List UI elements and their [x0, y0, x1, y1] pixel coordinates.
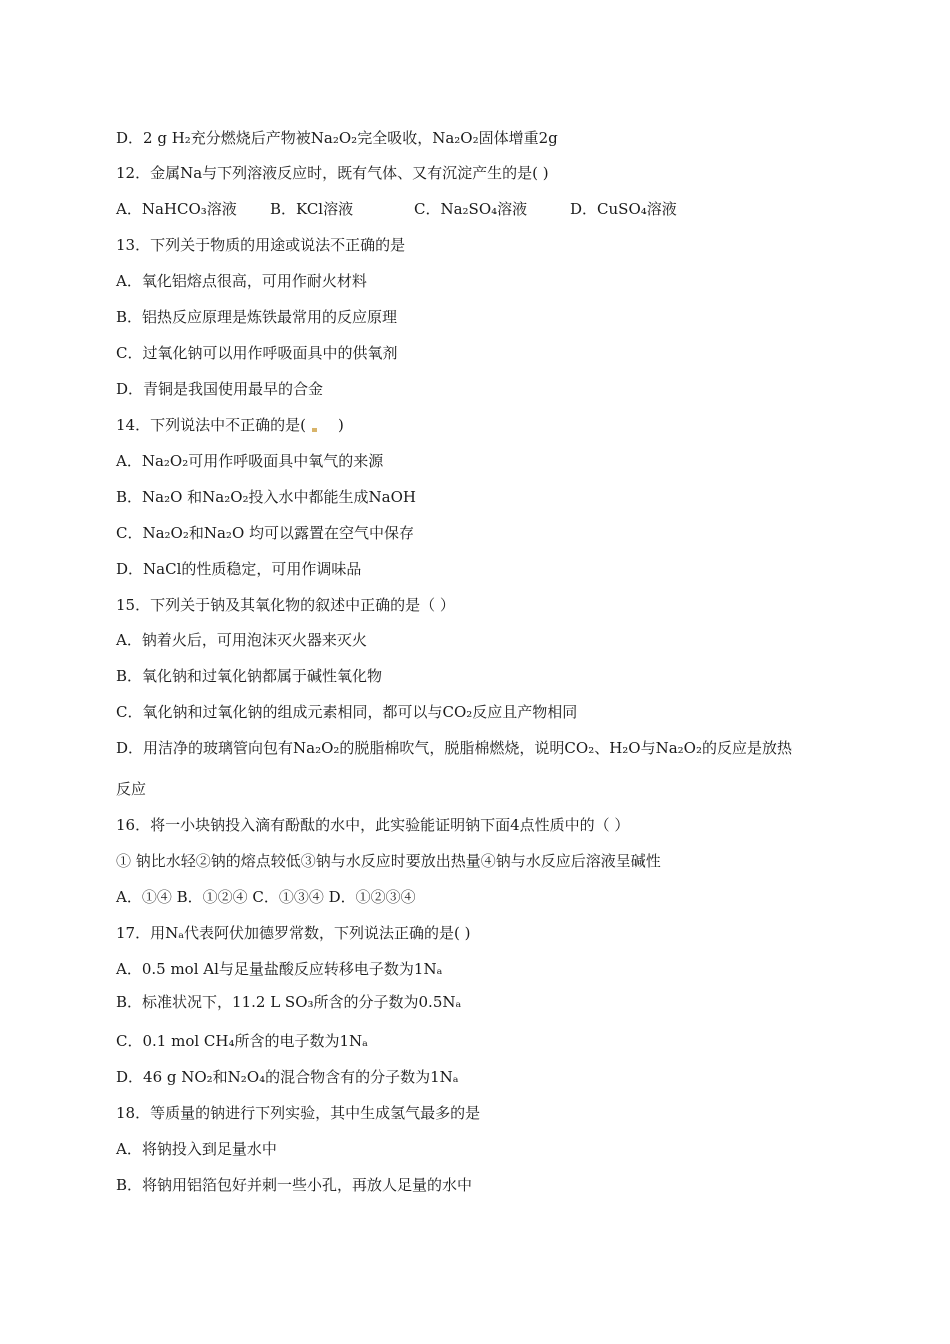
q14-option-c: C．Na₂O₂和Na₂O 均可以露置在空气中保存 — [116, 524, 415, 542]
stray-mark — [312, 428, 317, 432]
q17-stem: 17．用Nₐ代表阿伏加德罗常数，下列说法正确的是( ) — [116, 924, 471, 942]
q16-options: A．①④ B．①②④ C．①③④ D．①②③④ — [116, 888, 416, 906]
q17-option-d: D．46 g NO₂和N₂O₄的混合物含有的分子数为1Nₐ — [116, 1068, 459, 1086]
q12-options — [116, 199, 846, 219]
q17-option-b: B．标准状况下，11.2 L SO₃所含的分子数为0.5Nₐ — [116, 993, 462, 1011]
q12-option-c: C．Na₂SO₄溶液 — [414, 200, 528, 218]
q13-option-c: C．过氧化钠可以用作呼吸面具中的供氧剂 — [116, 344, 398, 362]
q15-option-a: A．钠着火后，可用泡沫灭火器来灭火 — [116, 631, 367, 649]
q11-option-d: D．2 g H₂充分燃烧后产物被Na₂O₂完全吸收，Na₂O₂固体增重2g — [116, 129, 558, 147]
q14-option-d: D．NaCl的性质稳定，可用作调味品 — [116, 560, 362, 578]
q14-stem-line — [116, 415, 846, 435]
q12-option-a: A．NaHCO₃溶液 — [116, 200, 237, 218]
q14-stem: 14．下列说法中不正确的是( — [116, 416, 306, 434]
q13-option-b: B．铝热反应原理是炼铁最常用的反应原理 — [116, 308, 398, 326]
q15-option-d-continued: 反应 — [116, 780, 147, 798]
q15-option-d: D．用洁净的玻璃管向包有Na₂O₂的脱脂棉吹气，脱脂棉燃烧，说明CO₂、H₂O与Na₂O₂的反应是放热 — [116, 739, 792, 757]
q13-option-a: A．氧化铝熔点很高，可用作耐火材料 — [116, 272, 367, 290]
q15-option-c: C．氧化钠和过氧化钠的组成元素相同，都可以与CO₂反应且产物相同 — [116, 703, 578, 721]
q15-option-b: B．氧化钠和过氧化钠都属于碱性氧化物 — [116, 667, 383, 685]
q13-option-d: D．青铜是我国使用最早的合金 — [116, 380, 324, 398]
q14-option-b: B．Na₂O 和Na₂O₂投入水中都能生成NaOH — [116, 488, 417, 506]
q14-close-paren: ) — [337, 416, 344, 434]
q13-stem: 13．下列关于物质的用途或说法不正确的是 — [116, 236, 406, 254]
q15-stem: 15．下列关于钠及其氧化物的叙述中正确的是（ ） — [116, 596, 455, 614]
q18-option-a: A．将钠投入到足量水中 — [116, 1140, 277, 1158]
q16-stem: 16．将一小块钠投入滴有酚酞的水中，此实验能证明钠下面4点性质中的（ ） — [116, 816, 630, 834]
q18-option-b: B．将钠用铝箔包好并刺一些小孔，再放人足量的水中 — [116, 1176, 473, 1194]
q16-properties: ① 钠比水轻②钠的熔点较低③钠与水反应时要放出热量④钠与水反应后溶液呈碱性 — [116, 852, 661, 870]
q12-stem: 12．金属Na与下列溶液反应时，既有气体、又有沉淀产生的是( ) — [116, 164, 549, 182]
q12-option-b: B．KCl溶液 — [270, 200, 354, 218]
q17-option-c: C．0.1 mol CH₄所含的电子数为1Nₐ — [116, 1032, 368, 1050]
q12-option-d: D．CuSO₄溶液 — [570, 200, 677, 218]
q14-option-a: A．Na₂O₂可用作呼吸面具中氧气的来源 — [116, 452, 384, 470]
q17-option-a: A．0.5 mol Al与足量盐酸反应转移电子数为1Nₐ — [116, 960, 443, 978]
q18-stem: 18．等质量的钠进行下列实验，其中生成氢气最多的是 — [116, 1104, 481, 1122]
